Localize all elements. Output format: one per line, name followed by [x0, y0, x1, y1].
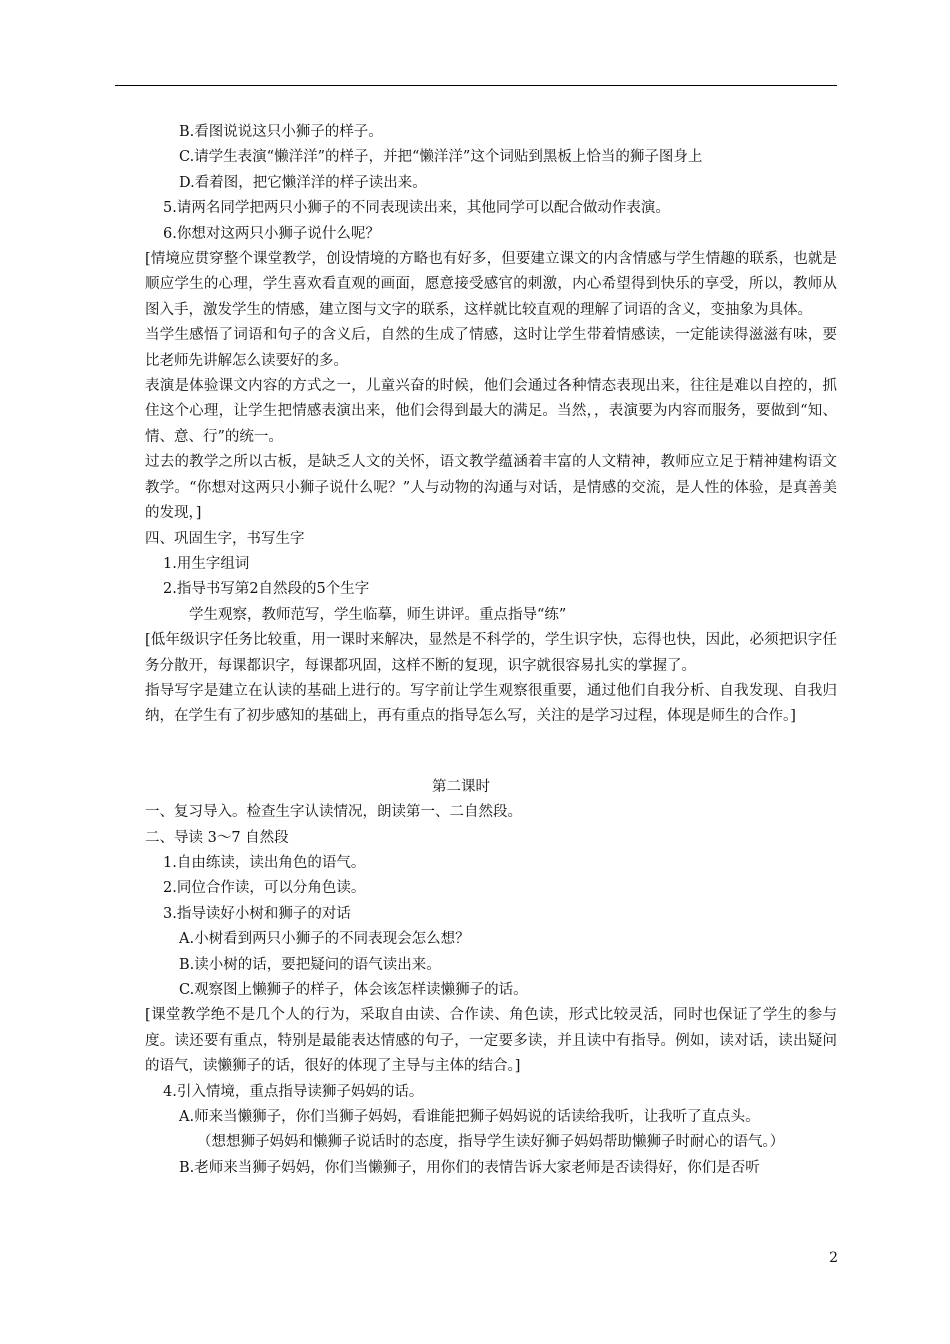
- paragraph: 过去的教学之所以古板，是缺乏人文的关怀，语文教学蕴涵着丰富的人文精神，教师应立足于精神建构语文教学。“你想对这两只小狮子说什么呢？”人与动物的沟通与对话，是情感的交流，是人性的体验，是真善美的发现，]: [145, 454, 837, 522]
- text-line: 2.同位合作读，可以分角色读。: [163, 880, 366, 897]
- section-title: 第二课时: [432, 778, 490, 795]
- text-line: 1.自由练读，读出角色的语气。: [163, 854, 366, 871]
- text-line: B.读小树的话，要把疑问的语气读出来。: [179, 956, 441, 973]
- text-line: D.看着图，把它懒洋洋的样子读出来。: [179, 174, 427, 191]
- body-text: [145, 120, 837, 1181]
- paragraph: [课堂教学绝不是几个人的行为，采取自由读、合作读、角色读，形式比较灵活，同时也保证了学生的参与度。读还要有重点，特别是最能表达情感的句子，一定要多读，并且读中有指导。例如，读对话，读出疑问的语气，读懒狮子的话，很好的体现了主导与主体的结合。]: [145, 1007, 837, 1075]
- paragraph: 当学生感悟了词语和句子的含义后，自然的生成了情感，这时让学生带着情感读，一定能读得滋滋有味，要比老师先讲解怎么读要好的多。: [145, 327, 837, 369]
- text-line: 四、巩固生字，书写生字: [145, 530, 305, 547]
- text-line: 5.请两名同学把两只小狮子的不同表现读出来，其他同学可以配合做动作表演。: [163, 200, 670, 217]
- page-number: 2: [829, 1250, 838, 1266]
- paragraph: [情境应贯穿整个课堂教学，创设情境的方略也有好多，但要建立课文的内含情感与学生情趣的联系，也就是顺应学生的心理，学生喜欢看直观的画面，愿意接受感官的刺激，内心希望得到快乐的享受，所以，教师从图入手，激发学生的情感，建立图与文字的联系，这样就比较直观的理解了词语的含义，变抽象为具体。: [145, 251, 837, 318]
- paragraph: 表演是体验课文内容的方式之一，儿童兴奋的时候，他们会通过各种情态表现出来，往往是难以自控的，抓住这个心理，让学生把情感表演出来，他们会得到最大的满足。当然，，表演要为内容而服务，要做到“知、情、意、行”的统一。: [145, 378, 837, 445]
- header-rule: [115, 85, 837, 86]
- text-line: 2.指导书写第2自然段的5个生字: [163, 581, 370, 598]
- paragraph: [低年级识字任务比较重，用一课时来解决，显然是不科学的，学生识字快，忘得也快，因此，必须把识字任务分散开，每课都识字，每课都巩固，这样不断的复现，识字就很容易扎实的掌握了。: [145, 632, 837, 674]
- paragraph: （想想狮子妈妈和懒狮子说话时的态度，指导学生读好狮子妈妈帮助懒狮子时耐心的语气。）: [197, 1134, 785, 1151]
- spacer: [145, 730, 837, 775]
- text-line: B.老师来当狮子妈妈，你们当懒狮子，用你们的表情告诉大家老师是否读得好，你们是否听: [179, 1159, 760, 1176]
- paragraph: 指导写字是建立在认读的基础上进行的。写字前让学生观察很重要，通过他们自我分析、自我发现、自我归纳，在学生有了初步感知的基础上，再有重点的指导怎么写，关注的是学习过程，体现是师生的合作。]: [145, 682, 837, 725]
- text-line: C.请学生表演“懒洋洋”的样子，并把“懒洋洋”这个词贴到黑板上恰当的狮子图身上: [179, 149, 703, 166]
- text-line: 4.引入情境，重点指导读狮子妈妈的话。: [163, 1083, 424, 1100]
- text-line: 学生观察，教师范写，学生临摹，师生讲评。重点指导“练”: [189, 606, 567, 623]
- text-line: 一、复习导入。检查生字认读情况，朗读第一、二自然段。: [145, 804, 522, 821]
- text-line: 1.用生字组词: [163, 555, 250, 572]
- text-line: A.小树看到两只小狮子的不同表现会怎么想？: [179, 931, 470, 948]
- text-line: 6.你想对这两只小狮子说什么呢？: [163, 225, 380, 242]
- text-line: 3.指导读好小树和狮子的对话: [163, 905, 351, 922]
- text-line: B.看图说说这只小狮子的样子。: [179, 124, 383, 140]
- text-line: A.师来当懒狮子，你们当狮子妈妈，看谁能把狮子妈妈说的话读给我听，让我听了直点头。: [179, 1109, 760, 1126]
- text-line: C.观察图上懒狮子的样子，体会该怎样读懒狮子的话。: [179, 982, 528, 998]
- text-line: 二、导读 3～7 自然段: [145, 829, 289, 846]
